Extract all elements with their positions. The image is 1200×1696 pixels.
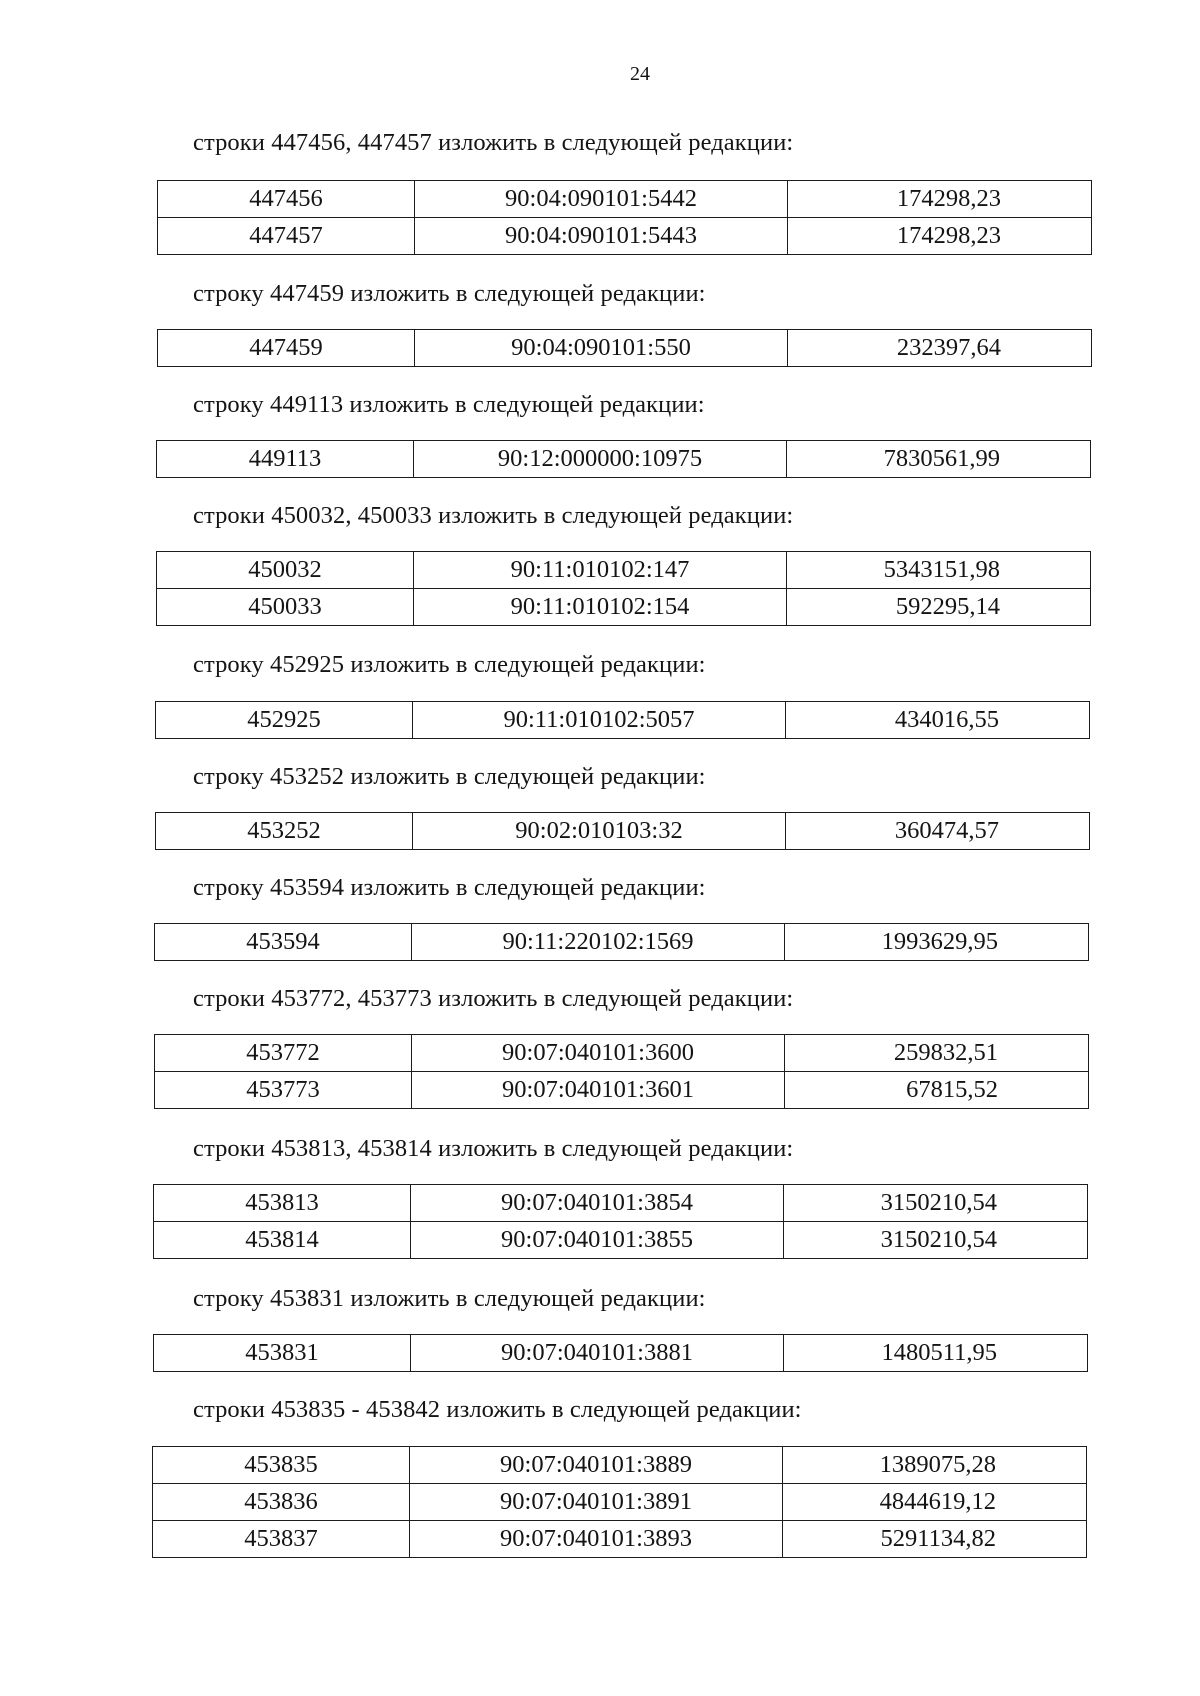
value-cell: 1993629,95: [785, 924, 1089, 961]
cadastral-number-cell: 90:07:040101:3881: [411, 1335, 784, 1372]
row-code-cell: 449113: [157, 441, 414, 478]
cadastral-number-cell: 90:07:040101:3600: [412, 1035, 785, 1072]
cadastral-number-cell: 90:11:010102:154: [414, 589, 787, 626]
value-cell: 3150210,54: [784, 1185, 1088, 1222]
row-code-cell: 453837: [153, 1521, 410, 1558]
cadastral-number-cell: 90:07:040101:3889: [410, 1447, 783, 1484]
value-cell: 174298,23: [788, 181, 1092, 218]
row-code-cell: 450033: [157, 589, 414, 626]
table-row: [158, 330, 1092, 367]
value-cell: 3150210,54: [784, 1222, 1088, 1259]
cadastral-number-cell: 90:07:040101:3854: [411, 1185, 784, 1222]
value-cell: 5343151,98: [787, 552, 1091, 589]
cadastral-number-cell: 90:02:010103:32: [413, 813, 786, 850]
table-row: [154, 1185, 1088, 1222]
cadastral-number-cell: 90:04:090101:5443: [415, 218, 788, 255]
row-code-cell: 447456: [158, 181, 415, 218]
table-row: [153, 1521, 1087, 1558]
value-cell: 5291134,82: [783, 1521, 1087, 1558]
row-code-cell: 447457: [158, 218, 415, 255]
value-cell: 259832,51: [785, 1035, 1089, 1072]
table-row: [158, 181, 1092, 218]
amendment-intro: строки 453813, 453814 изложить в следующей редакции:: [193, 1135, 794, 1162]
table-row: [155, 1035, 1089, 1072]
table-row: [157, 552, 1091, 589]
row-code-cell: 453772: [155, 1035, 412, 1072]
amendment-table: [157, 329, 1092, 367]
amendment-table: [157, 180, 1092, 255]
table-row: [154, 1222, 1088, 1259]
value-cell: 592295,14: [787, 589, 1091, 626]
cadastral-number-cell: 90:11:010102:147: [414, 552, 787, 589]
amendment-intro: строки 453772, 453773 изложить в следующей редакции:: [193, 985, 794, 1012]
amendment-intro: строку 452925 изложить в следующей редакции:: [193, 651, 706, 678]
table-row: [155, 1072, 1089, 1109]
row-code-cell: 453836: [153, 1484, 410, 1521]
amendment-intro: строку 453594 изложить в следующей редакции:: [193, 874, 706, 901]
value-cell: 4844619,12: [783, 1484, 1087, 1521]
table-row: [157, 441, 1091, 478]
amendment-intro: строку 453252 изложить в следующей редакции:: [193, 763, 706, 790]
cadastral-number-cell: 90:07:040101:3601: [412, 1072, 785, 1109]
cadastral-number-cell: 90:12:000000:10975: [414, 441, 787, 478]
page-number: 24: [630, 63, 650, 85]
row-code-cell: 450032: [157, 552, 414, 589]
amendment-table: [153, 1184, 1088, 1259]
amendment-intro: строки 447456, 447457 изложить в следующей редакции:: [193, 129, 794, 156]
cadastral-number-cell: 90:07:040101:3893: [410, 1521, 783, 1558]
table-row: [153, 1447, 1087, 1484]
amendment-table: [155, 812, 1090, 850]
cadastral-number-cell: 90:11:220102:1569: [412, 924, 785, 961]
amendment-table: [156, 551, 1091, 626]
cadastral-number-cell: 90:04:090101:550: [415, 330, 788, 367]
amendment-table: [156, 440, 1091, 478]
table-row: [156, 702, 1090, 739]
cadastral-number-cell: 90:07:040101:3855: [411, 1222, 784, 1259]
cadastral-number-cell: 90:11:010102:5057: [413, 702, 786, 739]
cadastral-number-cell: 90:04:090101:5442: [415, 181, 788, 218]
amendment-table: [154, 923, 1089, 961]
row-code-cell: 453835: [153, 1447, 410, 1484]
value-cell: 1389075,28: [783, 1447, 1087, 1484]
value-cell: 434016,55: [786, 702, 1090, 739]
row-code-cell: 453594: [155, 924, 412, 961]
value-cell: 7830561,99: [787, 441, 1091, 478]
value-cell: 67815,52: [785, 1072, 1089, 1109]
row-code-cell: 452925: [156, 702, 413, 739]
cadastral-number-cell: 90:07:040101:3891: [410, 1484, 783, 1521]
table-row: [154, 1335, 1088, 1372]
table-row: [156, 813, 1090, 850]
row-code-cell: 453252: [156, 813, 413, 850]
value-cell: 174298,23: [788, 218, 1092, 255]
amendment-intro: строку 453831 изложить в следующей редакции:: [193, 1285, 706, 1312]
amendment-intro: строку 449113 изложить в следующей редакции:: [193, 391, 705, 418]
amendment-intro: строку 447459 изложить в следующей редакции:: [193, 280, 706, 307]
row-code-cell: 453814: [154, 1222, 411, 1259]
table-row: [155, 924, 1089, 961]
amendment-table: [152, 1446, 1087, 1558]
table-row: [158, 218, 1092, 255]
table-row: [153, 1484, 1087, 1521]
amendment-table: [154, 1034, 1089, 1109]
amendment-table: [153, 1334, 1088, 1372]
amendment-intro: строки 450032, 450033 изложить в следующей редакции:: [193, 502, 794, 529]
amendment-intro: строки 453835 - 453842 изложить в следующей редакции:: [193, 1396, 802, 1423]
table-row: [157, 589, 1091, 626]
row-code-cell: 453831: [154, 1335, 411, 1372]
row-code-cell: 453773: [155, 1072, 412, 1109]
row-code-cell: 453813: [154, 1185, 411, 1222]
value-cell: 360474,57: [786, 813, 1090, 850]
amendment-table: [155, 701, 1090, 739]
row-code-cell: 447459: [158, 330, 415, 367]
value-cell: 232397,64: [788, 330, 1092, 367]
value-cell: 1480511,95: [784, 1335, 1088, 1372]
